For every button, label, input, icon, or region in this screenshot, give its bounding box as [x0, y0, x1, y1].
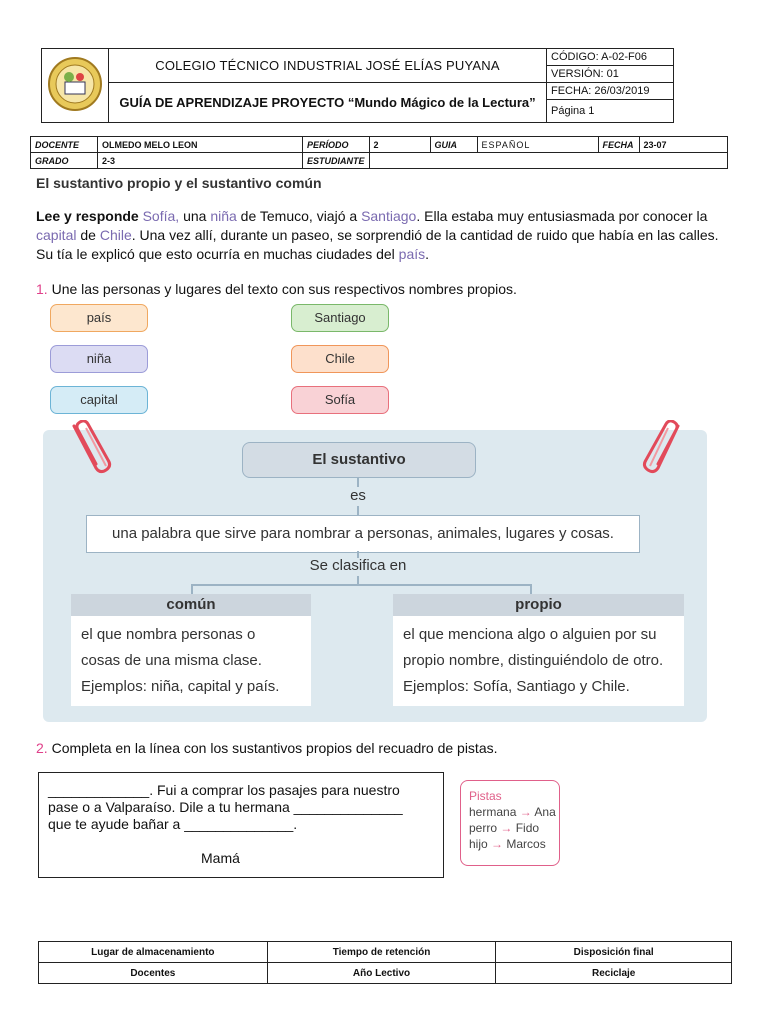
connector-line	[530, 584, 532, 594]
propio-line: propio nombre, distinguiéndolo de otro.	[403, 652, 664, 669]
footer-header: Disposición final	[496, 942, 732, 963]
reading-text: . Ella estaba muy entusiasmada por conocer la	[416, 208, 708, 224]
school-logo-icon	[47, 56, 103, 112]
word-capital: capital	[36, 227, 77, 243]
arrow-icon: →	[491, 837, 504, 851]
footer-header: Lugar de almacenamiento	[39, 942, 268, 963]
footer-cell: Docentes	[39, 963, 268, 984]
question-2	[36, 740, 498, 756]
section-title: El sustantivo propio y el sustantivo común	[36, 175, 322, 191]
pill-nina[interactable]: niña	[50, 345, 148, 373]
connector-line	[357, 506, 359, 515]
page-cell: Página 1	[547, 100, 674, 123]
estudiante-field[interactable]	[369, 153, 727, 169]
comun-line: cosas de una misma clase.	[81, 652, 262, 669]
periodo-value: 2	[369, 137, 430, 153]
clue-name: Fido	[515, 821, 540, 835]
question-number: 1.	[36, 281, 48, 297]
propio-line: Ejemplos: Sofía, Santiago y Chile.	[403, 678, 630, 695]
document-header	[41, 48, 674, 123]
reading-text: de	[76, 227, 100, 243]
grado-label: GRADO	[31, 153, 98, 169]
fecha-value: 23-07	[639, 137, 727, 153]
propio-title: propio	[393, 594, 684, 616]
fill-line-1[interactable]: _____________. Fui a comprar los pasajes para nuestro	[48, 782, 400, 798]
arrow-icon: →	[519, 805, 532, 819]
connector-line	[357, 477, 359, 487]
guia-label: GUIA	[430, 137, 477, 153]
concept-classify: Se clasifica en	[309, 557, 407, 574]
footer-table	[38, 941, 732, 984]
arrow-icon: →	[500, 821, 513, 835]
footer-cell: Reciclaje	[496, 963, 732, 984]
paperclip-icon	[628, 420, 692, 476]
version-cell: VERSIÓN: 01	[547, 66, 674, 83]
reading-lead: Lee y responde	[36, 208, 139, 224]
comun-title: común	[71, 594, 311, 616]
clue-word: hermana	[469, 805, 517, 819]
reading-paragraph	[36, 207, 726, 264]
question-text: Une las personas y lugares del texto con sus respectivos nombres propios.	[47, 281, 517, 297]
word-pais: país	[398, 246, 426, 262]
concept-title: El sustantivo	[242, 442, 476, 478]
concept-definition: una palabra que sirve para nombrar a personas, animales, lugares y cosas.	[86, 515, 640, 553]
reading-text: una	[179, 208, 211, 224]
school-logo-cell	[42, 49, 109, 123]
comun-line: el que nombra personas o	[81, 626, 256, 643]
clue-word: perro	[469, 821, 498, 835]
date-cell: FECHA: 26/03/2019	[547, 83, 674, 100]
clue-name: Ana	[534, 805, 556, 819]
pill-santiago[interactable]: Santiago	[291, 304, 389, 332]
clues-title: Pistas	[469, 789, 502, 803]
guia-value: ESPAÑOL	[477, 137, 598, 153]
paperclip-icon	[66, 420, 130, 476]
comun-line: Ejemplos: niña, capital y país.	[81, 678, 280, 695]
word-nina: niña	[210, 208, 237, 224]
clues-box	[460, 780, 560, 866]
pill-pais[interactable]: país	[50, 304, 148, 332]
connector-line	[191, 584, 531, 586]
question-1	[36, 281, 517, 297]
pill-sofia[interactable]: Sofía	[291, 386, 389, 414]
code-cell: CÓDIGO: A-02-F06	[547, 49, 674, 66]
pill-chile[interactable]: Chile	[291, 345, 389, 373]
fecha-label: FECHA	[598, 137, 639, 153]
clue-word: hijo	[469, 837, 488, 851]
reading-text: .	[425, 246, 430, 262]
connector-line	[191, 584, 193, 594]
question-text: Completa en la línea con los sustantivos propios del recuadro de pistas.	[47, 740, 498, 756]
clue-item	[469, 805, 556, 819]
question-number: 2.	[36, 740, 48, 756]
grado-value: 2-3	[98, 153, 303, 169]
reading-text: . Una vez allí, durante un paseo, se sorprendió de la cantidad de ruido que había en las calles. Su tía le explicó que esto ocurría en muchas ciudades del	[36, 227, 719, 262]
fill-line-2[interactable]: pase o a Valparaíso. Dile a tu hermana ______________	[48, 799, 403, 815]
propio-body	[393, 616, 684, 706]
propio-line: el que menciona algo o alguien por su	[403, 626, 657, 643]
fill-line-3[interactable]: que te ayude bañar a ______________.	[48, 816, 298, 832]
school-name: COLEGIO TÉCNICO INDUSTRIAL JOSÉ ELÍAS PUYANA	[109, 49, 547, 83]
docente-value: OLMEDO MELO LEON	[98, 137, 303, 153]
pill-capital[interactable]: capital	[50, 386, 148, 414]
docente-label: DOCENTE	[31, 137, 98, 153]
clue-item	[469, 821, 539, 835]
connector-line	[357, 576, 359, 584]
word-chile: Chile	[99, 227, 132, 243]
clue-name: Marcos	[506, 837, 546, 851]
fill-in-box	[38, 772, 444, 878]
periodo-label: PERÍODO	[303, 137, 370, 153]
comun-body	[71, 616, 311, 706]
word-santiago: Santiago	[361, 208, 417, 224]
footer-cell: Año Lectivo	[267, 963, 496, 984]
guide-title: GUÍA DE APRENDIZAJE PROYECTO “Mundo Mágico de la Lectura”	[109, 83, 547, 123]
clue-item	[469, 837, 546, 851]
fill-signature: Mamá	[201, 850, 240, 866]
reading-text: de Temuco, viajó a	[236, 208, 362, 224]
estudiante-label: ESTUDIANTE	[303, 153, 370, 169]
word-sofia: Sofía,	[142, 208, 180, 224]
concept-es: es	[350, 487, 366, 504]
info-table	[30, 136, 728, 169]
footer-header: Tiempo de retención	[267, 942, 496, 963]
